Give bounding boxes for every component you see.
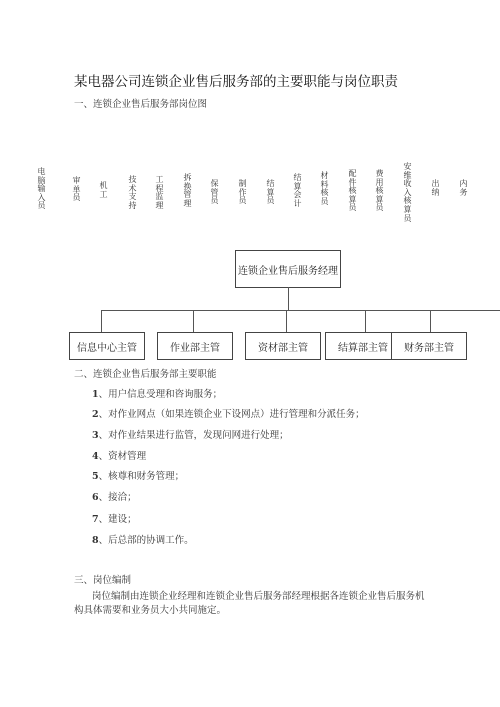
role-label: 费用核算员	[375, 169, 384, 213]
paragraph-line: 构具体需要和业务员大小共同施定。	[74, 605, 227, 616]
role-label: 机工	[99, 181, 108, 199]
list-item	[92, 511, 137, 525]
role-label: 工程监理	[155, 175, 164, 210]
role-label: 制作员	[238, 179, 247, 206]
org-box-finance: 财务部主管	[391, 332, 467, 360]
item-text: 、对作业结果进行监管，发现问网进行处理；	[98, 430, 289, 441]
page-title: 某电器公司连锁企业售后服务部的主要职能与岗位职责	[74, 74, 398, 90]
item-number: 3	[92, 430, 99, 441]
connector-line	[101, 310, 102, 332]
list-item	[92, 532, 194, 546]
org-box-manager: 连锁企业售后服务经理	[235, 250, 341, 288]
org-box-materials: 资材部主管	[245, 332, 321, 360]
connector-line	[365, 310, 366, 332]
item-number: 6	[92, 492, 99, 503]
section-1-heading: 一、连锁企业售后服务部岗位图	[74, 99, 208, 110]
list-item	[92, 448, 146, 462]
role-label: 审单员	[72, 176, 81, 203]
section-3-heading: 三、岗位编制	[74, 575, 132, 586]
role-label: 配件核算员	[348, 169, 357, 213]
list-item	[92, 468, 184, 482]
item-number: 4	[92, 451, 99, 462]
role-label: 材料核员	[320, 171, 329, 206]
paragraph-line: 岗位编制由连锁企业经理和连锁企业售后服务部经理根据各连锁企业售后服务机	[92, 591, 425, 602]
item-text: 、用户信息受理和咨询服务；	[98, 389, 223, 400]
item-number: 5	[92, 471, 99, 482]
item-text: 、核尊和财务管理；	[98, 471, 185, 482]
role-label: 安维收入核算员	[403, 162, 412, 223]
role-label: 技术支持	[128, 175, 137, 210]
list-item	[92, 386, 222, 400]
role-label: 结算会计	[293, 173, 302, 208]
item-text: 、接洽；	[98, 492, 137, 503]
org-box-settlement: 结算部主管	[325, 332, 401, 360]
list-item	[92, 427, 289, 441]
section-2-heading: 二、连锁企业售后服务部主要职能	[74, 369, 217, 380]
item-number: 1	[92, 389, 99, 400]
org-box-operations: 作业部主管	[157, 332, 233, 360]
connector-line	[101, 310, 500, 311]
role-label: 拆换管理	[183, 173, 192, 208]
connector-line	[430, 310, 431, 332]
list-item	[92, 489, 137, 503]
org-box-info-center: 信息中心主管	[69, 332, 145, 360]
role-label: 电脑输入员	[37, 167, 46, 211]
item-number: 8	[92, 535, 99, 546]
connector-line	[288, 287, 289, 310]
item-text: 、资材管理	[98, 451, 147, 462]
connector-line	[193, 310, 194, 332]
role-label: 保管员	[210, 179, 219, 206]
item-text: 、后总部的协调工作。	[98, 535, 194, 546]
role-label: 内务	[459, 179, 468, 197]
item-number: 7	[92, 514, 99, 525]
item-text: 、建设；	[98, 514, 137, 525]
connector-line	[286, 310, 287, 332]
item-number: 2	[92, 409, 99, 420]
role-label: 出纳	[431, 179, 440, 197]
item-text: 、对作业网点（如果连锁企业下设网点）进行管理和分派任务；	[98, 409, 365, 420]
list-item	[92, 406, 365, 420]
role-label: 结算员	[266, 179, 275, 206]
